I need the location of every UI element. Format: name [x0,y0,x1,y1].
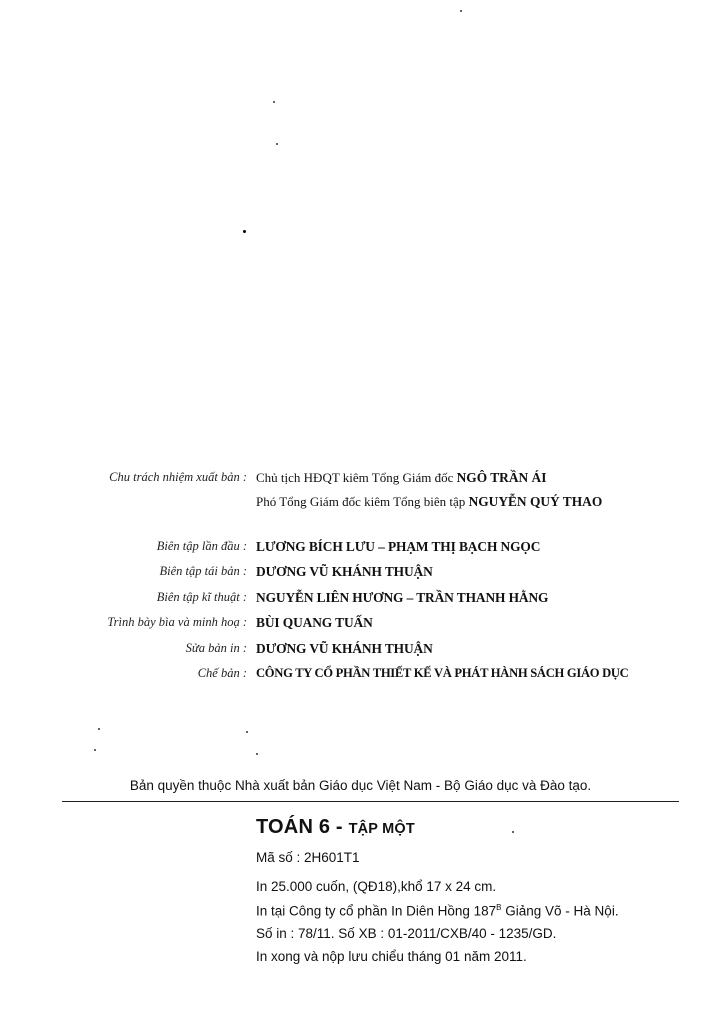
credit-row-publisher [0,470,721,490]
scan-speck [246,731,248,733]
credit-label: Trình bày bìa và minh hoạ : [107,615,247,629]
credit-value: DƯƠNG VŨ KHÁNH THUẬN [256,641,433,656]
scan-speck [256,753,258,755]
credit-role: Chủ tịch HĐQT kiêm Tổng Giám đốc [256,470,457,485]
scan-speck [460,10,462,12]
credit-label: Chu trách nhiệm xuất bản : [109,470,247,484]
printer-name: In tại Công ty cổ phần In Diên Hồng 187 [256,903,497,919]
book-code: Mã số : 2H601T1 [256,850,360,865]
credit-row-typesetting [0,666,721,686]
credit-role: Phó Tổng Giám đốc kiêm Tổng biên tập [256,494,469,509]
book-title [256,816,415,839]
credit-label: Biên tập tái bản : [159,564,247,578]
scan-speck [243,230,246,233]
credit-label: Sửa bản in : [185,641,247,655]
credit-value [256,470,546,486]
scan-speck [512,831,514,833]
credit-name: NGÔ TRẦN ÁI [456,470,547,485]
credit-row-publisher-2 [0,494,721,514]
credit-value: DƯƠNG VŨ KHÁNH THUẬN [256,564,433,579]
credit-label: Biên tập lần đầu : [156,539,247,553]
credit-label: Chế bản : [197,666,247,680]
credit-name: NGUYỄN QUÝ THAO [468,494,603,509]
printer-address [256,903,619,919]
scan-speck [273,101,275,103]
credit-row-cover-design [0,615,721,635]
credit-row-technical-editor [0,590,721,610]
address-superscript: B [496,903,502,912]
completion-date: In xong và nộp lưu chiểu tháng 01 năm 2011. [256,949,527,964]
credit-row-reprint-editor [0,564,721,584]
credit-row-proofreading [0,641,721,661]
printer-street: Giảng Võ - Hà Nội. [501,903,619,919]
scan-speck [94,749,96,751]
print-numbers: Số in : 78/11. Số XB : 01-2011/CXB/40 - 1235/GD. [256,926,557,941]
divider-line [62,801,679,802]
book-title-volume: TẬP MỘT [348,821,415,837]
book-title-main: TOÁN 6 - [256,816,349,838]
credit-value [256,494,602,510]
credit-value: NGUYỄN LIÊN HƯƠNG – TRẦN THANH HẰNG [256,590,549,605]
scan-speck [98,728,100,730]
credit-value: CÔNG TY CỔ PHẦN THIẾT KẾ VÀ PHÁT HÀNH SÁCH GIÁO DỤC [256,666,629,680]
print-run: In 25.000 cuốn, (QĐ18),khổ 17 x 24 cm. [256,879,497,894]
credit-row-first-editor [0,539,721,559]
book-details [256,816,619,964]
credit-value: BÙI QUANG TUẤN [256,615,373,630]
copyright-notice: Bản quyền thuộc Nhà xuất bản Giáo dục Việt Nam - Bộ Giáo dục và Đào tạo. [129,778,592,793]
scan-speck [276,143,278,145]
credit-value: LƯƠNG BÍCH LƯU – PHẠM THỊ BẠCH NGỌC [256,539,541,554]
credit-label: Biên tập kĩ thuật : [156,590,247,604]
